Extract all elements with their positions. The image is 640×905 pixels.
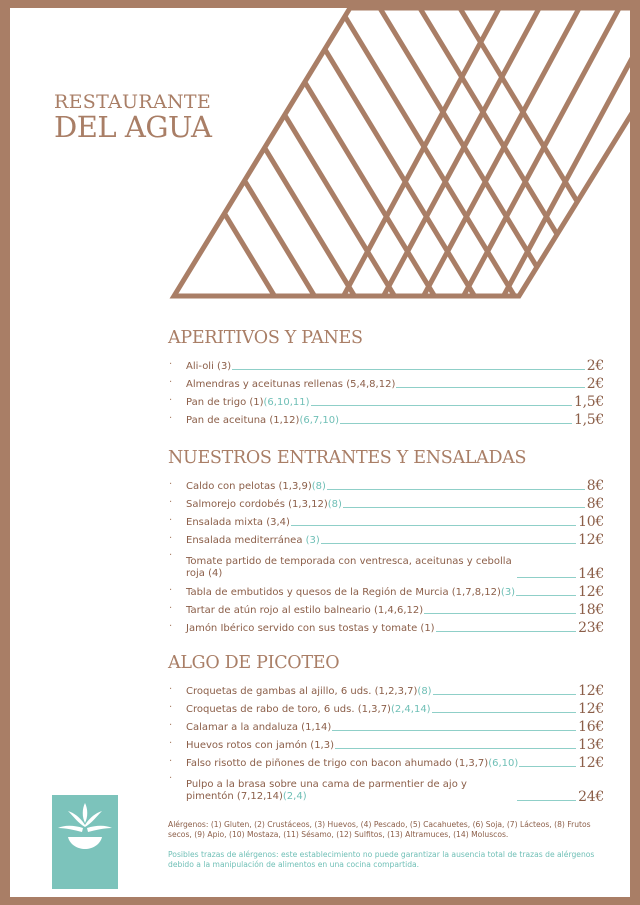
leader-line bbox=[311, 405, 573, 406]
section-aperitivos bbox=[168, 330, 604, 428]
leader-line bbox=[340, 423, 572, 424]
item-name: Calamar a la andaluza (1,14) bbox=[186, 721, 332, 733]
bullet: · bbox=[169, 701, 173, 713]
item-price: 2€ bbox=[586, 357, 604, 374]
item-price: 8€ bbox=[586, 495, 604, 512]
leader-line bbox=[291, 525, 576, 526]
item-name: Huevos rotos con jamón (1,3) bbox=[186, 739, 334, 751]
menu-item bbox=[168, 618, 604, 636]
item-name: Pulpo a la brasa sobre una cama de parmentier de ajo y pimentón (7,12,14)(2,4) bbox=[186, 778, 467, 802]
item-traces: (2,4,14) bbox=[390, 703, 431, 715]
bullet: · bbox=[169, 478, 173, 490]
menu-item bbox=[168, 410, 604, 428]
item-name: Pan de trigo (1)(6,10,11) bbox=[186, 396, 310, 408]
leader-line bbox=[232, 369, 585, 370]
item-name: Tabla de embutidos y quesos de la Región de Murcia (1,7,8,12)(3) bbox=[186, 586, 516, 598]
menu-item bbox=[168, 530, 604, 548]
item-price: 14€ bbox=[578, 565, 604, 582]
bullet: · bbox=[169, 496, 173, 508]
bullet: · bbox=[169, 549, 173, 561]
item-name: Tartar de atún rojo al estilo balneario (1,4,6,12) bbox=[186, 604, 424, 616]
item-traces: (3) bbox=[305, 534, 320, 546]
allergens-legend: Alérgenos: (1) Gluten, (2) Crustáceos, (3) Huevos, (4) Pescado, (5) Cacahuetes, (6) Soja, (7) Lácteos, (8) Frutos secos, (9) Apio, (10) Mostaza, (11) Sésamo, (12) Sulfitos, (13) Altramuces, (14) Moluscos. bbox=[168, 820, 591, 840]
bullet: · bbox=[169, 683, 173, 695]
item-name: Falso risotto de piñones de trigo con bacon ahumado (1,3,7)(6,10) bbox=[186, 757, 519, 769]
item-name: Tomate partido de temporada con ventresca, aceitunas y cebolla roja (4) bbox=[186, 555, 512, 579]
menu-item bbox=[168, 392, 604, 410]
leader-line bbox=[335, 748, 576, 749]
item-traces: (8) bbox=[311, 480, 326, 492]
leader-line bbox=[327, 489, 585, 490]
item-price: 12€ bbox=[578, 531, 604, 548]
menu-item bbox=[168, 735, 604, 753]
bullet: · bbox=[169, 358, 173, 370]
item-name: Jamón Ibérico servido con sus tostas y tomate (1) bbox=[186, 622, 435, 634]
bullet: · bbox=[169, 602, 173, 614]
item-price: 13€ bbox=[578, 736, 604, 753]
item-name: Salmorejo cordobés (1,3,12)(8) bbox=[186, 498, 342, 510]
menu-item bbox=[168, 548, 604, 582]
item-traces: (3) bbox=[500, 586, 516, 598]
bullet: · bbox=[169, 412, 173, 424]
item-name: Ensalada mediterránea (3) bbox=[186, 534, 320, 546]
item-price: 18€ bbox=[578, 601, 604, 618]
item-price: 1,5€ bbox=[574, 393, 604, 410]
item-name: Pan de aceituna (1,12)(6,7,10) bbox=[186, 414, 340, 426]
leader-line bbox=[343, 507, 585, 508]
item-price: 2€ bbox=[586, 375, 604, 392]
section-picoteo bbox=[168, 655, 604, 805]
item-name: Ali-oli (3) bbox=[186, 360, 232, 372]
menu-item bbox=[168, 699, 604, 717]
item-name: Croquetas de rabo de toro, 6 uds. (1,3,7)(2,4,14) bbox=[186, 703, 431, 715]
item-traces: (2,4) bbox=[282, 791, 307, 802]
leader-line bbox=[396, 387, 584, 388]
bullet: · bbox=[169, 755, 173, 767]
leader-line bbox=[424, 613, 576, 614]
item-traces: (6,10,11) bbox=[263, 396, 310, 408]
bullet: · bbox=[169, 737, 173, 749]
item-name: Croquetas de gambas al ajillo, 6 uds. (1,2,3,7)(8) bbox=[186, 685, 432, 697]
item-price: 24€ bbox=[578, 788, 604, 805]
section-title: APERITIVOS Y PANES bbox=[168, 328, 363, 348]
menu-item bbox=[168, 494, 604, 512]
menu-item bbox=[168, 582, 604, 600]
fountain-icon bbox=[52, 795, 118, 889]
item-traces: (6,10) bbox=[488, 757, 519, 769]
item-price: 16€ bbox=[578, 718, 604, 735]
leader-line bbox=[519, 766, 576, 767]
traces-note: Posibles trazas de alérgenos: este establecimiento no puede garantizar la ausencia total de trazas de alérgenos debido a la manipulación de alimentos en una cocina compartida. bbox=[168, 850, 595, 870]
menu-item bbox=[168, 681, 604, 699]
leader-line bbox=[516, 595, 576, 596]
section-title: NUESTROS ENTRANTES Y ENSALADAS bbox=[168, 448, 527, 468]
menu-item bbox=[168, 600, 604, 618]
menu-page bbox=[10, 8, 630, 897]
bullet: · bbox=[169, 772, 173, 784]
bullet: · bbox=[169, 719, 173, 731]
item-price: 12€ bbox=[578, 754, 604, 771]
bullet: · bbox=[169, 584, 173, 596]
bullet: · bbox=[169, 394, 173, 406]
leader-line bbox=[517, 577, 576, 578]
item-price: 1,5€ bbox=[574, 411, 604, 428]
item-price: 12€ bbox=[578, 700, 604, 717]
item-traces: (6,7,10) bbox=[299, 414, 340, 426]
menu-item bbox=[168, 476, 604, 494]
item-price: 8€ bbox=[586, 477, 604, 494]
leader-line bbox=[433, 694, 577, 695]
menu-item bbox=[168, 717, 604, 735]
section-title: ALGO DE PICOTEO bbox=[168, 653, 340, 673]
item-price: 10€ bbox=[578, 513, 604, 530]
item-price: 12€ bbox=[578, 583, 604, 600]
item-name: Caldo con pelotas (1,3,9)(8) bbox=[186, 480, 326, 492]
brand-line-1: RESTAURANTE bbox=[54, 91, 212, 113]
brand-line-2: DEL AGUA bbox=[54, 110, 212, 144]
menu-item bbox=[168, 771, 604, 805]
leader-line bbox=[332, 730, 576, 731]
bullet: · bbox=[169, 376, 173, 388]
item-name: Almendras y aceitunas rellenas (5,4,8,12) bbox=[186, 378, 396, 390]
bullet: · bbox=[169, 620, 173, 632]
leader-line bbox=[432, 712, 577, 713]
menu-item bbox=[168, 512, 604, 530]
item-traces: (8) bbox=[417, 685, 432, 697]
item-traces: (8) bbox=[327, 498, 342, 510]
menu-item bbox=[168, 356, 604, 374]
bullet: · bbox=[169, 514, 173, 526]
item-price: 23€ bbox=[578, 619, 604, 636]
item-price: 12€ bbox=[578, 682, 604, 699]
item-name: Ensalada mixta (3,4) bbox=[186, 516, 290, 528]
section-entrantes bbox=[168, 450, 604, 636]
logo bbox=[52, 795, 118, 889]
bullet: · bbox=[169, 532, 173, 544]
leader-line bbox=[321, 543, 576, 544]
leader-line bbox=[517, 800, 576, 801]
menu-item bbox=[168, 374, 604, 392]
leader-line bbox=[436, 631, 577, 632]
restaurant-brand bbox=[54, 93, 212, 142]
decorative-stripes bbox=[10, 8, 630, 308]
menu-item bbox=[168, 753, 604, 771]
